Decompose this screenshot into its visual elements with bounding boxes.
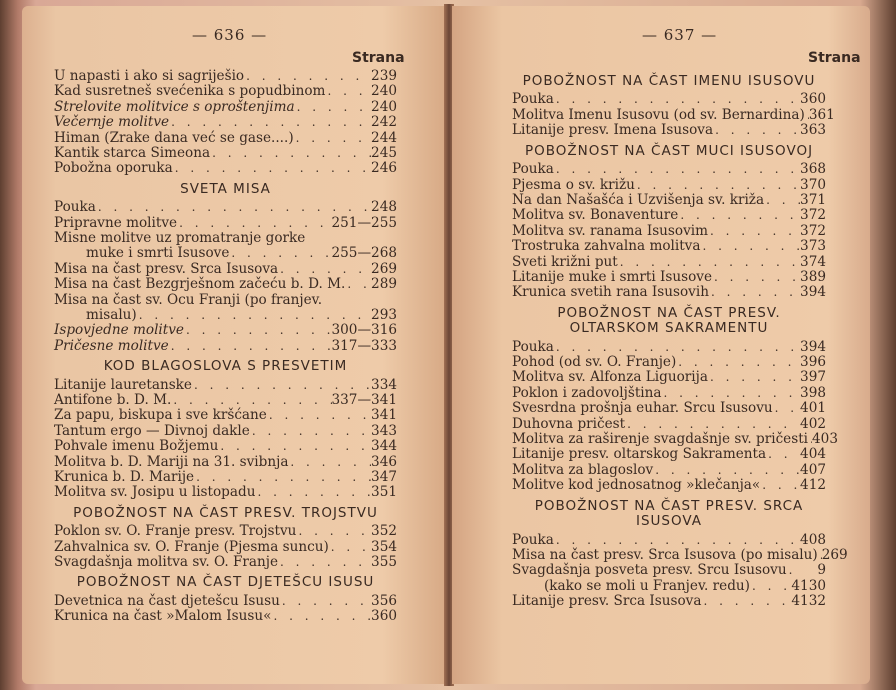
dot-leader xyxy=(750,579,791,594)
entry-title: Misa na čast Bezgrješnom začeću b. D. M. xyxy=(54,276,346,293)
entry-page: 397 xyxy=(800,369,826,386)
entry-page: 240 xyxy=(371,83,397,100)
section-heading: SVETA MISA xyxy=(180,180,271,197)
entry-title: Svagdašnja molitva sv. O. Franje xyxy=(54,554,279,571)
dot-leader xyxy=(271,609,371,624)
entry-page: 240 xyxy=(371,98,397,115)
entry-title: Misa na čast presv. Srca Isusova xyxy=(54,260,279,277)
toc-entry xyxy=(512,401,826,416)
entry-page: 401 xyxy=(800,400,826,417)
toc-entry xyxy=(512,533,826,548)
entry-title: Molitva za blagoslov xyxy=(512,461,654,478)
entry-title: Pohod (od sv. O. Franje) xyxy=(512,354,677,371)
dot-leader xyxy=(708,224,800,239)
toc-entry xyxy=(54,84,397,99)
toc-entry xyxy=(54,146,397,161)
entry-page: 239 xyxy=(371,67,397,84)
entry-page: 361 xyxy=(808,106,835,123)
section-heading: POBOŽNOST NA ČAST DJETEŠCU ISUSU xyxy=(76,574,375,591)
dot-leader xyxy=(760,478,800,493)
dot-leader xyxy=(554,533,800,548)
entry-title: Sveti križni put xyxy=(512,253,618,270)
entry-title: Kantik starca Simeona xyxy=(54,144,211,161)
entry-page: 244 xyxy=(371,129,397,146)
toc-entry xyxy=(512,93,826,108)
entry-page: 255—268 xyxy=(331,245,397,262)
dot-leader xyxy=(278,555,371,570)
dot-leader xyxy=(554,92,800,107)
toc-entry xyxy=(54,594,397,609)
toc-entry xyxy=(512,431,838,448)
entry-title: Pohvale imenu Božjemu xyxy=(54,438,219,455)
toc-entry xyxy=(54,131,397,146)
toc-entry xyxy=(54,216,397,231)
toc-entry xyxy=(512,270,826,285)
toc-entry xyxy=(54,524,397,539)
entry-page: 354 xyxy=(371,538,397,555)
toc-entry xyxy=(54,293,397,308)
entry-title: Ispovjedne molitve xyxy=(54,322,184,339)
entry-page: 344 xyxy=(371,438,397,455)
dot-leader xyxy=(169,339,332,354)
entry-title: Na dan Našašća i Uzvišenja sv. križa xyxy=(512,191,765,208)
toc-entry xyxy=(512,370,826,385)
dot-leader xyxy=(210,146,371,161)
entry-title: Molitva sv. Bonaventure xyxy=(512,207,679,224)
entry-page: 317—333 xyxy=(331,337,397,354)
toc-entry xyxy=(512,285,826,300)
entry-page: 248 xyxy=(371,199,397,216)
page-number: — 636 — xyxy=(192,26,268,44)
toc-entry xyxy=(54,339,397,354)
entry-title: Pouka xyxy=(512,91,554,108)
entry-page: 360 xyxy=(800,91,826,108)
toc-entry xyxy=(54,485,397,500)
toc-entry xyxy=(54,69,397,84)
left-page xyxy=(22,6,446,684)
entry-page: 269 xyxy=(821,546,848,563)
dot-leader xyxy=(288,455,371,470)
entry-page: 394 xyxy=(800,284,826,301)
entry-page: 293 xyxy=(371,306,397,323)
entry-title: Misa na čast sv. Ocu Franji (po franjev. xyxy=(54,291,323,308)
dot-leader xyxy=(171,393,331,408)
entry-title: Svesrdna prošnja euhar. Srcu Isusovu xyxy=(512,400,773,417)
toc-left xyxy=(54,69,397,625)
entry-page: 269 xyxy=(371,260,397,277)
toc-entry xyxy=(512,563,826,578)
toc-entry xyxy=(54,424,397,439)
entry-title: Himan (Zrake dana već se gase....) xyxy=(54,129,294,146)
entry-title: Za papu, biskupa i sve kršćane xyxy=(54,407,267,424)
dot-leader xyxy=(635,178,800,193)
entry-title: (kako se moli u Franjev. redu) xyxy=(544,577,750,594)
dot-leader xyxy=(709,285,800,300)
toc-entry xyxy=(54,408,397,423)
entry-title: Pouka xyxy=(512,338,554,355)
entry-page: 403 xyxy=(812,431,838,448)
toc-entry xyxy=(54,455,397,470)
entry-page: 360 xyxy=(371,608,397,625)
entry-page: 337—341 xyxy=(331,392,397,409)
toc-entry xyxy=(512,162,826,177)
dot-leader xyxy=(295,100,371,115)
toc-entry xyxy=(512,208,826,223)
entry-title: muke i smrti Isusove xyxy=(86,245,230,262)
dot-leader xyxy=(766,447,800,462)
section-heading: POBOŽNOST NA ČAST MUCI ISUSOVOJ xyxy=(524,142,814,159)
entry-page: 373 xyxy=(800,238,826,255)
dot-leader xyxy=(554,340,800,355)
entry-title: Pričesne molitve xyxy=(54,337,169,354)
dot-leader xyxy=(662,386,801,401)
section-heading: POBOŽNOST NA ČAST PRESV. OLTARSKOM SAKRAMENTU xyxy=(557,304,781,337)
entry-page: 355 xyxy=(371,554,397,571)
entry-page: 408 xyxy=(800,531,826,548)
toc-entry xyxy=(512,355,826,370)
dot-leader xyxy=(676,355,800,370)
toc-entry xyxy=(54,246,397,261)
entry-page: 347 xyxy=(371,468,397,485)
dot-leader xyxy=(764,193,800,208)
dot-leader xyxy=(713,123,800,138)
dot-leader xyxy=(325,84,371,99)
entry-title: Krunica svetih rana Isusovih xyxy=(512,284,709,301)
entry-title: Pripravne molitve xyxy=(54,214,178,231)
toc-right xyxy=(512,69,848,610)
toc-entry xyxy=(512,178,826,193)
entry-page: 368 xyxy=(800,161,826,178)
toc-entry xyxy=(54,470,397,485)
entry-page: 371 xyxy=(800,191,826,208)
entry-title: Pouka xyxy=(512,531,554,548)
entry-title: Poklon i zadovoljština xyxy=(512,384,662,401)
entry-title: Poklon sv. O. Franje presv. Trojstvu xyxy=(54,523,297,540)
entry-page: 4132 xyxy=(791,593,826,610)
entry-title: Molitva sv. Alfonza Liguorija xyxy=(512,369,708,386)
entry-page: 341 xyxy=(371,407,397,424)
dot-leader xyxy=(229,246,331,261)
toc-entry xyxy=(512,417,826,432)
entry-title: Antifone b. D. M. xyxy=(54,392,172,409)
strana-header: Strana xyxy=(808,50,861,66)
toc-entry xyxy=(512,224,826,239)
entry-page: 4130 xyxy=(791,577,826,594)
toc-entry xyxy=(54,439,397,454)
dot-leader xyxy=(618,255,800,270)
toc-entry xyxy=(512,478,826,493)
dot-leader xyxy=(773,401,800,416)
entry-page: 396 xyxy=(800,354,826,371)
toc-entry xyxy=(512,239,826,254)
entry-page: 372 xyxy=(800,222,826,239)
toc-entry xyxy=(54,200,397,215)
section-heading: POBOŽNOST NA ČAST PRESV. TROJSTVU xyxy=(73,504,378,521)
entry-title: Litanije muke i smrti Isusove xyxy=(512,268,713,285)
entry-page: 372 xyxy=(800,207,826,224)
toc-entry xyxy=(54,161,397,176)
toc-entry xyxy=(54,277,397,292)
entry-title: Tantum ergo — Divnoj dakle xyxy=(54,422,250,439)
dot-leader xyxy=(787,563,802,578)
entry-title: Litanije presv. Imena Isusova xyxy=(512,122,714,139)
entry-title: Molitve kod jednosatnog »klečanja« xyxy=(512,477,761,494)
toc-entry xyxy=(54,231,397,246)
entry-title: Strelovite molitvice s oproštenjima xyxy=(54,98,295,115)
entry-page: 245 xyxy=(371,144,397,161)
entry-title: Krunica na čast »Malom Isusu« xyxy=(54,608,272,625)
dot-leader xyxy=(218,439,371,454)
entry-page: 346 xyxy=(371,453,397,470)
right-page xyxy=(452,6,870,684)
entry-page: 246 xyxy=(371,160,397,177)
toc-entry xyxy=(54,378,397,393)
entry-title: Krunica b. D. Marije xyxy=(54,468,195,485)
entry-page: 407 xyxy=(800,461,826,478)
toc-entry xyxy=(512,123,826,138)
entry-page: 398 xyxy=(800,384,826,401)
entry-page: 351 xyxy=(371,484,397,501)
toc-entry xyxy=(512,546,848,563)
entry-title: Molitva sv. ranama Isusovim xyxy=(512,222,709,239)
entry-page: 9 xyxy=(817,562,826,579)
dot-leader xyxy=(250,424,371,439)
entry-title: Litanije presv. Srca Isusova xyxy=(512,593,702,610)
entry-title: Pobožna oporuka xyxy=(54,160,173,177)
entry-title: Pouka xyxy=(512,161,554,178)
entry-title: Pjesma o sv. križu xyxy=(512,176,635,193)
entry-title: Molitva sv. Josipu u listopadu xyxy=(54,484,256,501)
dot-leader xyxy=(653,463,800,478)
dot-leader xyxy=(700,239,800,254)
dot-leader xyxy=(194,470,371,485)
dot-leader xyxy=(267,408,371,423)
dot-leader xyxy=(712,270,800,285)
section-heading: KOD BLAGOSLOVA S PRESVETIM xyxy=(103,358,348,375)
dot-leader xyxy=(173,161,371,176)
entry-title: Pouka xyxy=(54,199,96,216)
toc-entry xyxy=(54,100,397,115)
entry-title: Molitva b. D. Mariji na 31. svibnja xyxy=(54,453,289,470)
entry-page: 334 xyxy=(371,376,397,393)
entry-page: 343 xyxy=(371,422,397,439)
toc-entry xyxy=(54,609,397,624)
entry-page: 389 xyxy=(800,268,826,285)
toc-entry xyxy=(512,193,826,208)
toc-entry xyxy=(54,540,397,555)
entry-title: Litanije presv. oltarskog Sakramenta xyxy=(512,446,767,463)
entry-title: Molitva za raširenje svagdašnje sv. pričesti xyxy=(512,431,809,448)
entry-title: Litanije lauretanske xyxy=(54,376,192,393)
dot-leader xyxy=(296,524,371,539)
dot-leader xyxy=(255,485,371,500)
section-heading: POBOŽNOST NA ČAST PRESV. SRCA ISUSOVA xyxy=(534,497,804,530)
entry-page: 412 xyxy=(800,477,826,494)
dot-leader xyxy=(184,323,332,338)
toc-entry xyxy=(512,579,826,594)
entry-page: 394 xyxy=(800,338,826,355)
dot-leader xyxy=(137,308,371,323)
toc-entry xyxy=(512,340,826,355)
toc-entry xyxy=(54,308,397,323)
toc-entry xyxy=(54,393,397,408)
entry-title: Kad susretneš svećenika s popudbinom xyxy=(54,83,326,100)
toc-entry xyxy=(54,262,397,277)
toc-entry xyxy=(512,594,826,609)
entry-page: 370 xyxy=(800,176,826,193)
dot-leader xyxy=(554,162,800,177)
entry-title: misalu) xyxy=(86,306,137,323)
dot-leader xyxy=(329,540,371,555)
dot-leader xyxy=(169,115,371,130)
dot-leader xyxy=(625,417,800,432)
dot-leader xyxy=(345,277,371,292)
entry-page: 300—316 xyxy=(331,322,397,339)
toc-entry xyxy=(512,463,826,478)
entry-page: 374 xyxy=(800,253,826,270)
entry-page: 251—255 xyxy=(331,214,397,231)
toc-entry xyxy=(512,255,826,270)
entry-page: 356 xyxy=(371,592,397,609)
toc-entry xyxy=(54,115,397,130)
toc-entry xyxy=(54,323,397,338)
entry-page: 402 xyxy=(800,415,826,432)
toc-entry xyxy=(512,386,826,401)
dot-leader xyxy=(708,370,800,385)
entry-title: Trostruka zahvalna molitva xyxy=(512,238,701,255)
entry-title: Večernje molitve xyxy=(54,114,170,131)
dot-leader xyxy=(701,594,791,609)
dot-leader xyxy=(280,594,371,609)
entry-title: Devetnica na čast djetešcu Isusu xyxy=(54,592,280,609)
dot-leader xyxy=(96,200,371,215)
strana-header: Strana xyxy=(352,50,405,66)
entry-title: Zahvalnica sv. O. Franje (Pjesma suncu) xyxy=(54,538,329,555)
entry-page: 363 xyxy=(800,122,826,139)
entry-title: Misne molitve uz promatranje gorke xyxy=(54,230,306,246)
entry-title: U napasti i ako si sagriješio xyxy=(54,67,245,84)
entry-page: 352 xyxy=(371,523,397,540)
toc-entry xyxy=(512,106,835,123)
dot-leader xyxy=(177,216,331,231)
entry-title: Misa na čast presv. Srca Isusova (po misalu) xyxy=(512,546,818,563)
entry-title: Svagdašnja posveta presv. Srcu Isusovu xyxy=(512,562,787,579)
entry-title: Molitva Imenu Isusovu (od sv. Bernardina) xyxy=(512,106,805,123)
entry-page: 242 xyxy=(371,114,397,131)
dot-leader xyxy=(278,262,371,277)
entry-title: Duhovna pričest xyxy=(512,415,626,432)
entry-page: 404 xyxy=(800,446,826,463)
dot-leader xyxy=(678,208,800,223)
page-number: — 637 — xyxy=(642,26,718,44)
dot-leader xyxy=(192,378,371,393)
toc-entry xyxy=(512,447,826,462)
section-heading: POBOŽNOST NA ČAST IMENU ISUSOVU xyxy=(522,73,816,89)
toc-entry xyxy=(54,555,397,570)
entry-page: 289 xyxy=(371,276,397,293)
dot-leader xyxy=(244,69,371,84)
dot-leader xyxy=(294,131,371,146)
